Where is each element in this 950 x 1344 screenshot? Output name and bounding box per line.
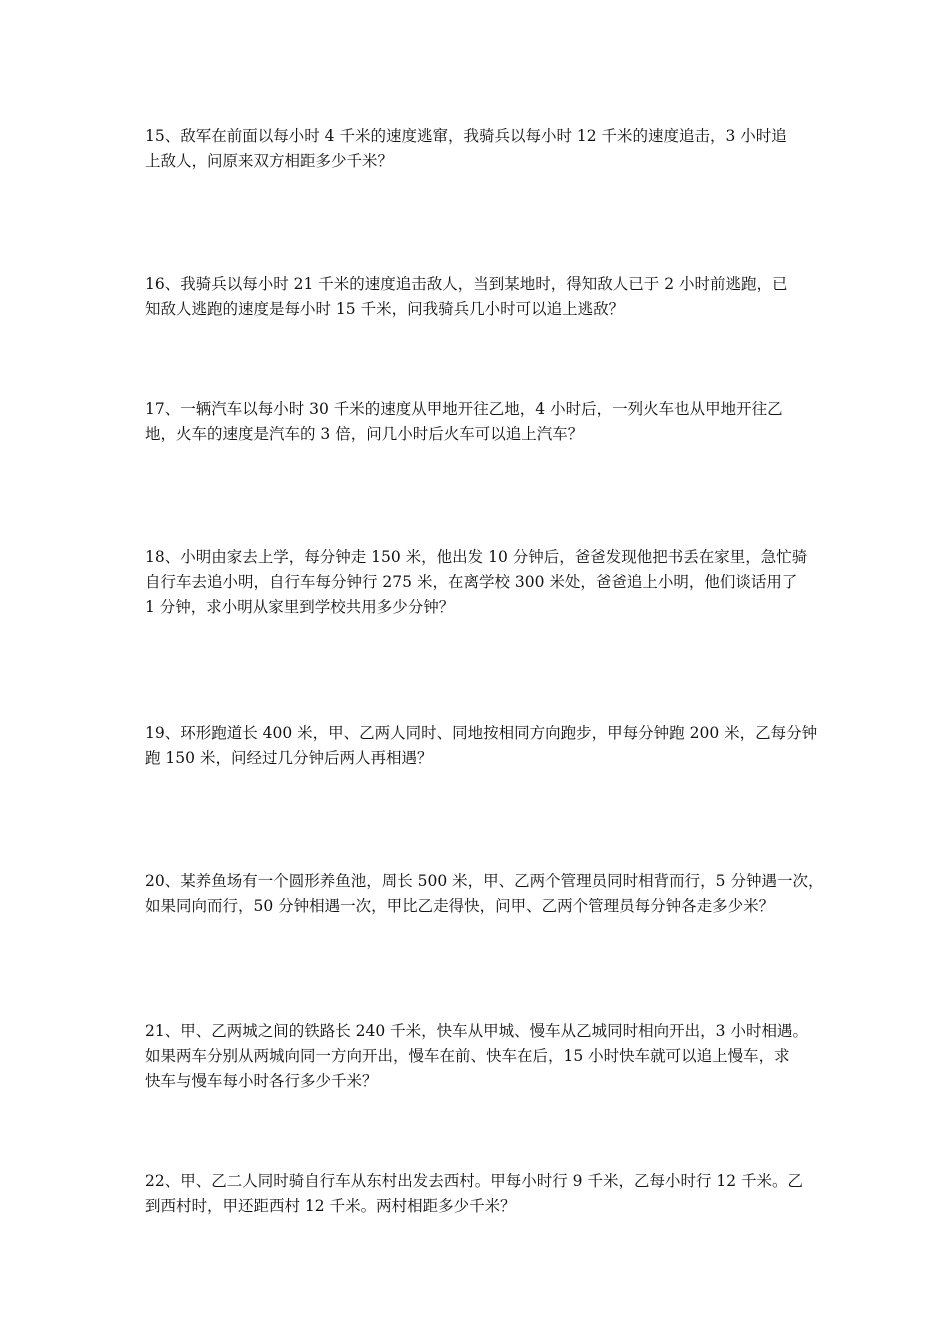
problem-line: 22、甲、乙二人同时骑自行车从东村出发去西村。甲每小时行 9 千米，乙每小时行 12 千米。乙 [145,1172,804,1190]
problem-line: 16、我骑兵以每小时 21 千米的速度追击敌人，当到某地时，得知敌人已于 2 小时前逃跑，已 [145,275,788,293]
problem-21 [145,1019,813,1094]
problem-17 [145,397,813,447]
problem-line: 如果同向而行，50 分钟相遇一次，甲比乙走得快，问甲、乙两个管理员每分钟各走多少米？ [145,897,775,915]
problem-line: 自行车去追小明，自行车每分钟行 275 米，在离学校 300 米处，爸爸追上小明，他们谈话用了 [145,573,798,591]
problem-line: 上敌人，问原来双方相距多少千米？ [145,152,394,170]
problem-line: 到西村时，甲还距西村 12 千米。两村相距多少千米？ [145,1197,516,1215]
problem-line: 地，火车的速度是汽车的 3 倍，问几小时后火车可以追上汽车？ [145,425,584,443]
problem-15 [145,124,813,174]
problem-18 [145,545,813,620]
problem-line: 18、小明由家去上学，每分钟走 150 米，他出发 10 分钟后，爸爸发现他把书丢在家里，急忙骑 [145,548,808,566]
problem-line: 21、甲、乙两城之间的铁路长 240 千米，快车从甲城、慢车从乙城同时相向开出，3 小时相遇。 [145,1022,808,1040]
problem-line: 17、一辆汽车以每小时 30 千米的速度从甲地开往乙地，4 小时后，一列火车也从甲地开往乙 [145,400,783,418]
problem-line: 快车与慢车每小时各行多少千米？ [145,1072,378,1090]
problem-20 [145,869,824,919]
problem-16 [145,272,813,322]
problem-line: 1 分钟，求小明从家里到学校共用多少分钟？ [145,598,455,616]
problem-line: 如果两车分别从两城向同一方向开出，慢车在前、快车在后，15 小时快车就可以追上慢车，求 [145,1047,790,1065]
problem-line: 知敌人逃跑的速度是每小时 15 千米，问我骑兵几小时可以追上逃敌？ [145,300,625,318]
problem-line: 跑 150 米，问经过几分钟后两人再相遇？ [145,749,433,767]
problem-line: 15、敌军在前面以每小时 4 千米的速度逃窜，我骑兵以每小时 12 千米的速度追击，3 小时追 [145,127,787,145]
problem-line: 19、环形跑道长 400 米，甲、乙两人同时、同地按相同方向跑步，甲每分钟跑 200 米，乙每分钟 [145,724,818,742]
problem-22 [145,1169,813,1219]
problem-line: 20、某养鱼场有一个圆形养鱼池，周长 500 米，甲、乙两个管理员同时相背而行，5 分钟遇一次， [145,872,824,890]
problem-19 [145,721,818,771]
